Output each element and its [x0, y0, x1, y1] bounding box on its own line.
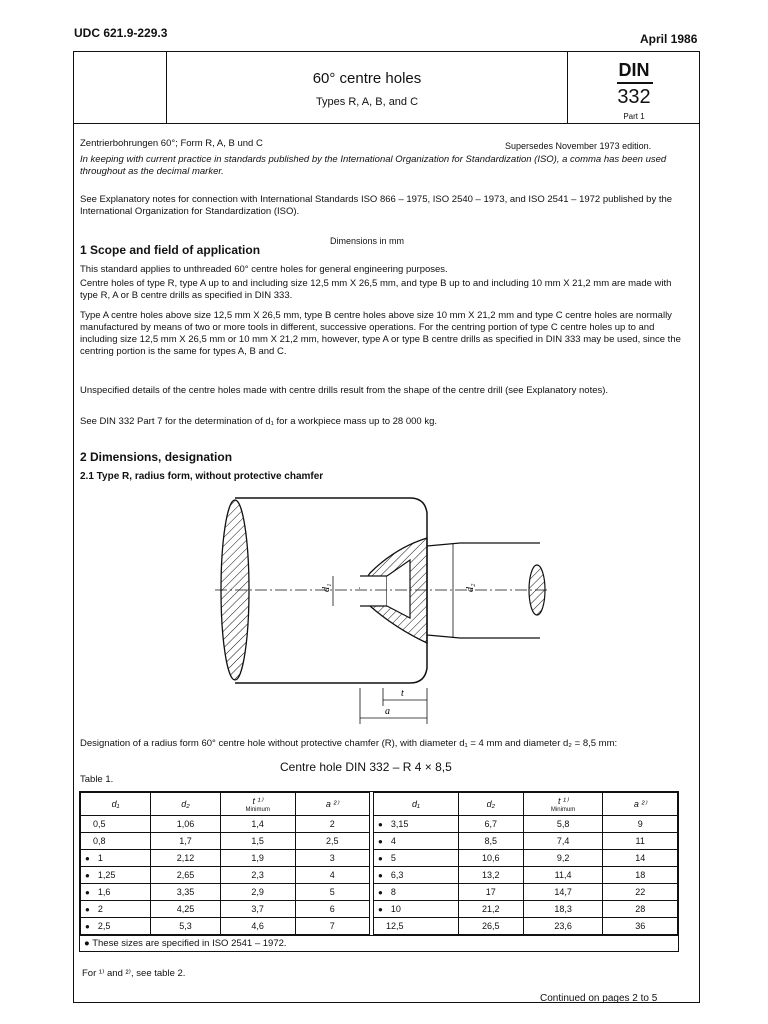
cell-t: 18,3	[523, 901, 603, 918]
din-number: 332	[617, 86, 651, 108]
table-row	[374, 816, 678, 833]
centre-hole-section	[360, 538, 427, 643]
cell-a: 36	[603, 918, 678, 935]
cell-d1-value: 1,25	[97, 870, 116, 880]
cell-d2: 1,06	[151, 816, 221, 833]
cell-d1-value: 0,8	[93, 836, 106, 846]
cell-d1-value: 8	[390, 887, 396, 897]
cell-t: 9,2	[523, 850, 603, 867]
col-d2-right: d₂	[458, 793, 523, 816]
continued-note: Continued on pages 2 to 5	[540, 993, 658, 1004]
centre-hole-drawing	[205, 488, 555, 738]
table-1-left	[80, 792, 370, 935]
cell-d1-value: 2	[97, 904, 103, 914]
document-subtitle: Types R, A, B, and C	[315, 96, 419, 108]
label-d1: d₁	[321, 583, 332, 592]
cell-t: 1,5	[220, 833, 295, 850]
cell-d1	[374, 833, 459, 850]
cell-a: 22	[603, 884, 678, 901]
cell-d1-value: 12,5	[386, 921, 404, 931]
din-logo: DIN	[618, 60, 650, 80]
cell-a: 2	[295, 816, 369, 833]
col-t-right	[523, 793, 603, 816]
label-d2: d₂	[465, 583, 476, 592]
cell-a: 7	[295, 918, 369, 935]
cell-d2: 2,12	[151, 850, 221, 867]
cell-a: 5	[295, 884, 369, 901]
cell-d2: 4,25	[151, 901, 221, 918]
cell-d1-value: 1	[97, 853, 103, 863]
cell-d2: 13,2	[458, 867, 523, 884]
bullet-marker: ●	[85, 888, 90, 897]
table-footnote-2: For ¹⁾ and ²⁾, see table 2.	[82, 968, 186, 979]
table-row	[81, 918, 370, 935]
bullet-marker: ●	[378, 854, 383, 863]
cell-d2: 1,7	[151, 833, 221, 850]
table-caption: Table 1.	[80, 774, 114, 785]
cell-d1	[374, 850, 459, 867]
section-1-para-3: Type A centre holes above size 12,5 mm X 26,5 mm, type B centre holes above size 10 mm X 21,2 mm and type C centre holes are normally manufactured by means of two or more tools in different, successive operations. For the centring portion of type C centre holes up to and including size 12,5 mm X 26,5 mm or 10 mm X 21,2 mm, however, type A or type B centre drills as specified in DIN 333 may be used, since the centring portion is the same for types A, B and C.	[80, 310, 681, 357]
document-title: 60° centre holes	[312, 70, 422, 87]
cell-t: 23,6	[523, 918, 603, 935]
cell-t: 2,3	[220, 867, 295, 884]
table-1	[79, 791, 679, 952]
bullet-marker: ●	[85, 905, 90, 914]
cell-d1	[81, 884, 151, 901]
cell-d2: 10,6	[458, 850, 523, 867]
cell-d2: 6,7	[458, 816, 523, 833]
table-row	[374, 884, 678, 901]
section-1-para-4: Unspecified details of the centre holes made with centre drills result from the shape of the centre drill (see Explanatory notes).	[80, 385, 609, 396]
cell-d1-value: 2,5	[97, 921, 111, 931]
col-t-label-right: t ¹⁾	[557, 795, 569, 806]
cell-d1-value: 5	[390, 853, 396, 863]
cell-d1	[81, 816, 151, 833]
col-t-minimum: Minimum	[245, 806, 270, 813]
cell-d2: 8,5	[458, 833, 523, 850]
table-row	[81, 850, 370, 867]
cell-d1-value: 3,15	[390, 819, 409, 829]
cell-d1-value: 10	[390, 904, 401, 914]
cell-d1-value: 4	[390, 836, 396, 846]
cell-a: 4	[295, 867, 369, 884]
german-title: Zentrierbohrungen 60°; Form R, A, B und C	[80, 138, 263, 149]
table-row	[374, 901, 678, 918]
bullet-marker: ●	[378, 871, 383, 880]
cell-a: 11	[603, 833, 678, 850]
cell-t: 7,4	[523, 833, 603, 850]
table-row	[374, 850, 678, 867]
cell-a: 2,5	[295, 833, 369, 850]
cell-t: 11,4	[523, 867, 603, 884]
cell-a: 3	[295, 850, 369, 867]
col-t-label: t ¹⁾	[252, 795, 263, 806]
cell-d1	[374, 816, 459, 833]
cell-d1	[374, 918, 459, 935]
cell-t: 1,9	[220, 850, 295, 867]
table-row	[81, 901, 370, 918]
table-row	[81, 867, 370, 884]
table-row	[81, 816, 370, 833]
cell-a: 6	[295, 901, 369, 918]
supersedes-note: Supersedes November 1973 edition.	[505, 141, 652, 151]
label-a: a	[385, 706, 390, 717]
section-1-para-1: This standard applies to unthreaded 60° centre holes for general engineering purposes.	[80, 264, 448, 275]
col-d2: d₂	[151, 793, 221, 816]
table-footnote-1: ● These sizes are specified in ISO 2541 – 1972.	[80, 935, 678, 951]
bullet-marker: ●	[378, 905, 383, 914]
bullet-marker: ●	[378, 820, 383, 829]
cell-a: 28	[603, 901, 678, 918]
table-row	[81, 884, 370, 901]
cell-d2: 5,3	[151, 918, 221, 935]
designation-text: Designation of a radius form 60° centre hole without protective chamfer (R), with diameter d₁ = 4 mm and diameter d₂ = 8,5 mm:	[80, 738, 618, 749]
col-t-minimum-right: Minimum	[550, 806, 576, 813]
col-a-right: a ²⁾	[603, 793, 678, 816]
cell-d2: 26,5	[458, 918, 523, 935]
cell-d2: 2,65	[151, 867, 221, 884]
bullet-marker: ●	[85, 871, 90, 880]
cell-t: 5,8	[523, 816, 603, 833]
bullet-marker: ●	[85, 922, 90, 931]
cell-t: 14,7	[523, 884, 603, 901]
bullet-marker: ●	[85, 854, 90, 863]
col-t	[220, 793, 295, 816]
part-number: Part 1	[623, 112, 645, 121]
cell-d2: 21,2	[458, 901, 523, 918]
table-row	[81, 833, 370, 850]
cell-d1	[81, 850, 151, 867]
cell-a: 18	[603, 867, 678, 884]
header-divider	[73, 123, 700, 124]
din-logo-underline	[617, 82, 653, 84]
cell-d1	[81, 918, 151, 935]
cell-t: 1,4	[220, 816, 295, 833]
cell-d1	[374, 901, 459, 918]
cell-d1	[81, 833, 151, 850]
cell-t: 2,9	[220, 884, 295, 901]
label-t: t	[401, 688, 404, 699]
section-2-heading: 2 Dimensions, designation	[80, 450, 233, 464]
iso-decimal-note: In keeping with current practice in standards published by the International Organization for Standardization (ISO), a comma has been used throughout as the decimal marker.	[80, 154, 667, 177]
cell-d1-value: 6,3	[390, 870, 404, 880]
col-d1-right: d₁	[374, 793, 459, 816]
cell-t: 3,7	[220, 901, 295, 918]
cell-d1	[81, 867, 151, 884]
cell-d2: 17	[458, 884, 523, 901]
col-d1: d₁	[81, 793, 151, 816]
header-divider-left	[166, 51, 167, 123]
table-row	[374, 867, 678, 884]
explanatory-note: See Explanatory notes for connection with International Standards ISO 866 – 1975, ISO 2540 – 1973, and ISO 2541 – 1972 published by the International Organization for Standardization (ISO).	[80, 194, 673, 217]
cell-d1-value: 0,5	[93, 819, 106, 829]
section-1-para-2: Centre holes of type R, type A up to and including size 12,5 mm X 26,5 mm, and type B up to and including 10 mm X 21,2 mm are made with type R, A or B centre drills as specified in DIN 333.	[80, 278, 672, 301]
dimensions-note: Dimensions in mm	[330, 236, 405, 246]
cell-d1	[374, 867, 459, 884]
section-1-para-5: See DIN 332 Part 7 for the determination of d₁ for a workpiece mass up to 28 000 kg.	[80, 416, 438, 427]
section-2-1-heading: 2.1 Type R, radius form, without protective chamfer	[80, 471, 324, 482]
bullet-marker: ●	[378, 888, 383, 897]
issue-date: April 1986	[640, 32, 698, 46]
bullet-marker: ●	[378, 837, 383, 846]
cell-d1-value: 1,6	[97, 887, 111, 897]
table-row	[374, 833, 678, 850]
cell-d2: 3,35	[151, 884, 221, 901]
cell-d1	[81, 901, 151, 918]
section-1-heading: 1 Scope and field of application	[80, 243, 261, 257]
table-row	[374, 918, 678, 935]
cell-t: 4,6	[220, 918, 295, 935]
udc-number: UDC 621.9-229.3	[74, 26, 168, 40]
col-a: a ²⁾	[295, 793, 369, 816]
cell-d1	[374, 884, 459, 901]
designation-code: Centre hole DIN 332 – R 4 × 8,5	[280, 760, 452, 774]
cell-a: 9	[603, 816, 678, 833]
centre-drill	[427, 543, 545, 638]
table-1-right	[373, 792, 678, 935]
cell-a: 14	[603, 850, 678, 867]
